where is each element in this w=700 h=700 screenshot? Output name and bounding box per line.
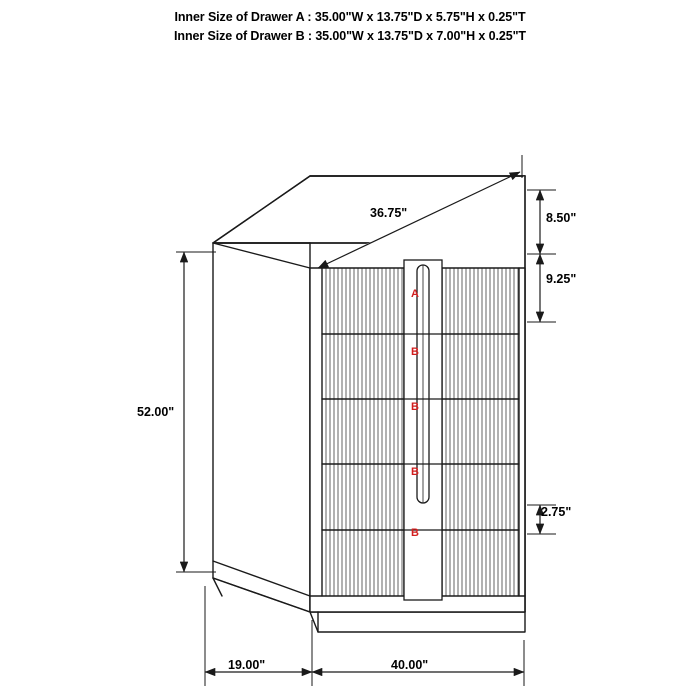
- drawer-a-spec-text: Inner Size of Drawer A : 35.00"W x 13.75"D x 5.75"H x 0.25"T: [174, 10, 526, 24]
- dim-right-bottom: 2.75": [541, 505, 572, 519]
- drawer-label-a-1: A: [411, 288, 419, 300]
- drawer-label-b-3: B: [411, 466, 419, 478]
- dim-total-height: 52.00": [137, 405, 175, 419]
- dim-right-top: 8.50": [546, 211, 577, 225]
- drawer-b-spec-text: Inner Size of Drawer B : 35.00"W x 13.75"D x 7.00"H x 0.25"T: [174, 29, 526, 43]
- dim-right-second: 9.25": [546, 272, 577, 286]
- drawer-label-b-4: B: [411, 527, 419, 539]
- dim-front-width: 40.00": [391, 658, 429, 672]
- drawer-label-b-2: B: [411, 401, 419, 413]
- dim-depth: 19.00": [228, 658, 266, 672]
- drawer-label-b-1: B: [411, 346, 419, 358]
- dim-top-width: 36.75": [370, 206, 408, 220]
